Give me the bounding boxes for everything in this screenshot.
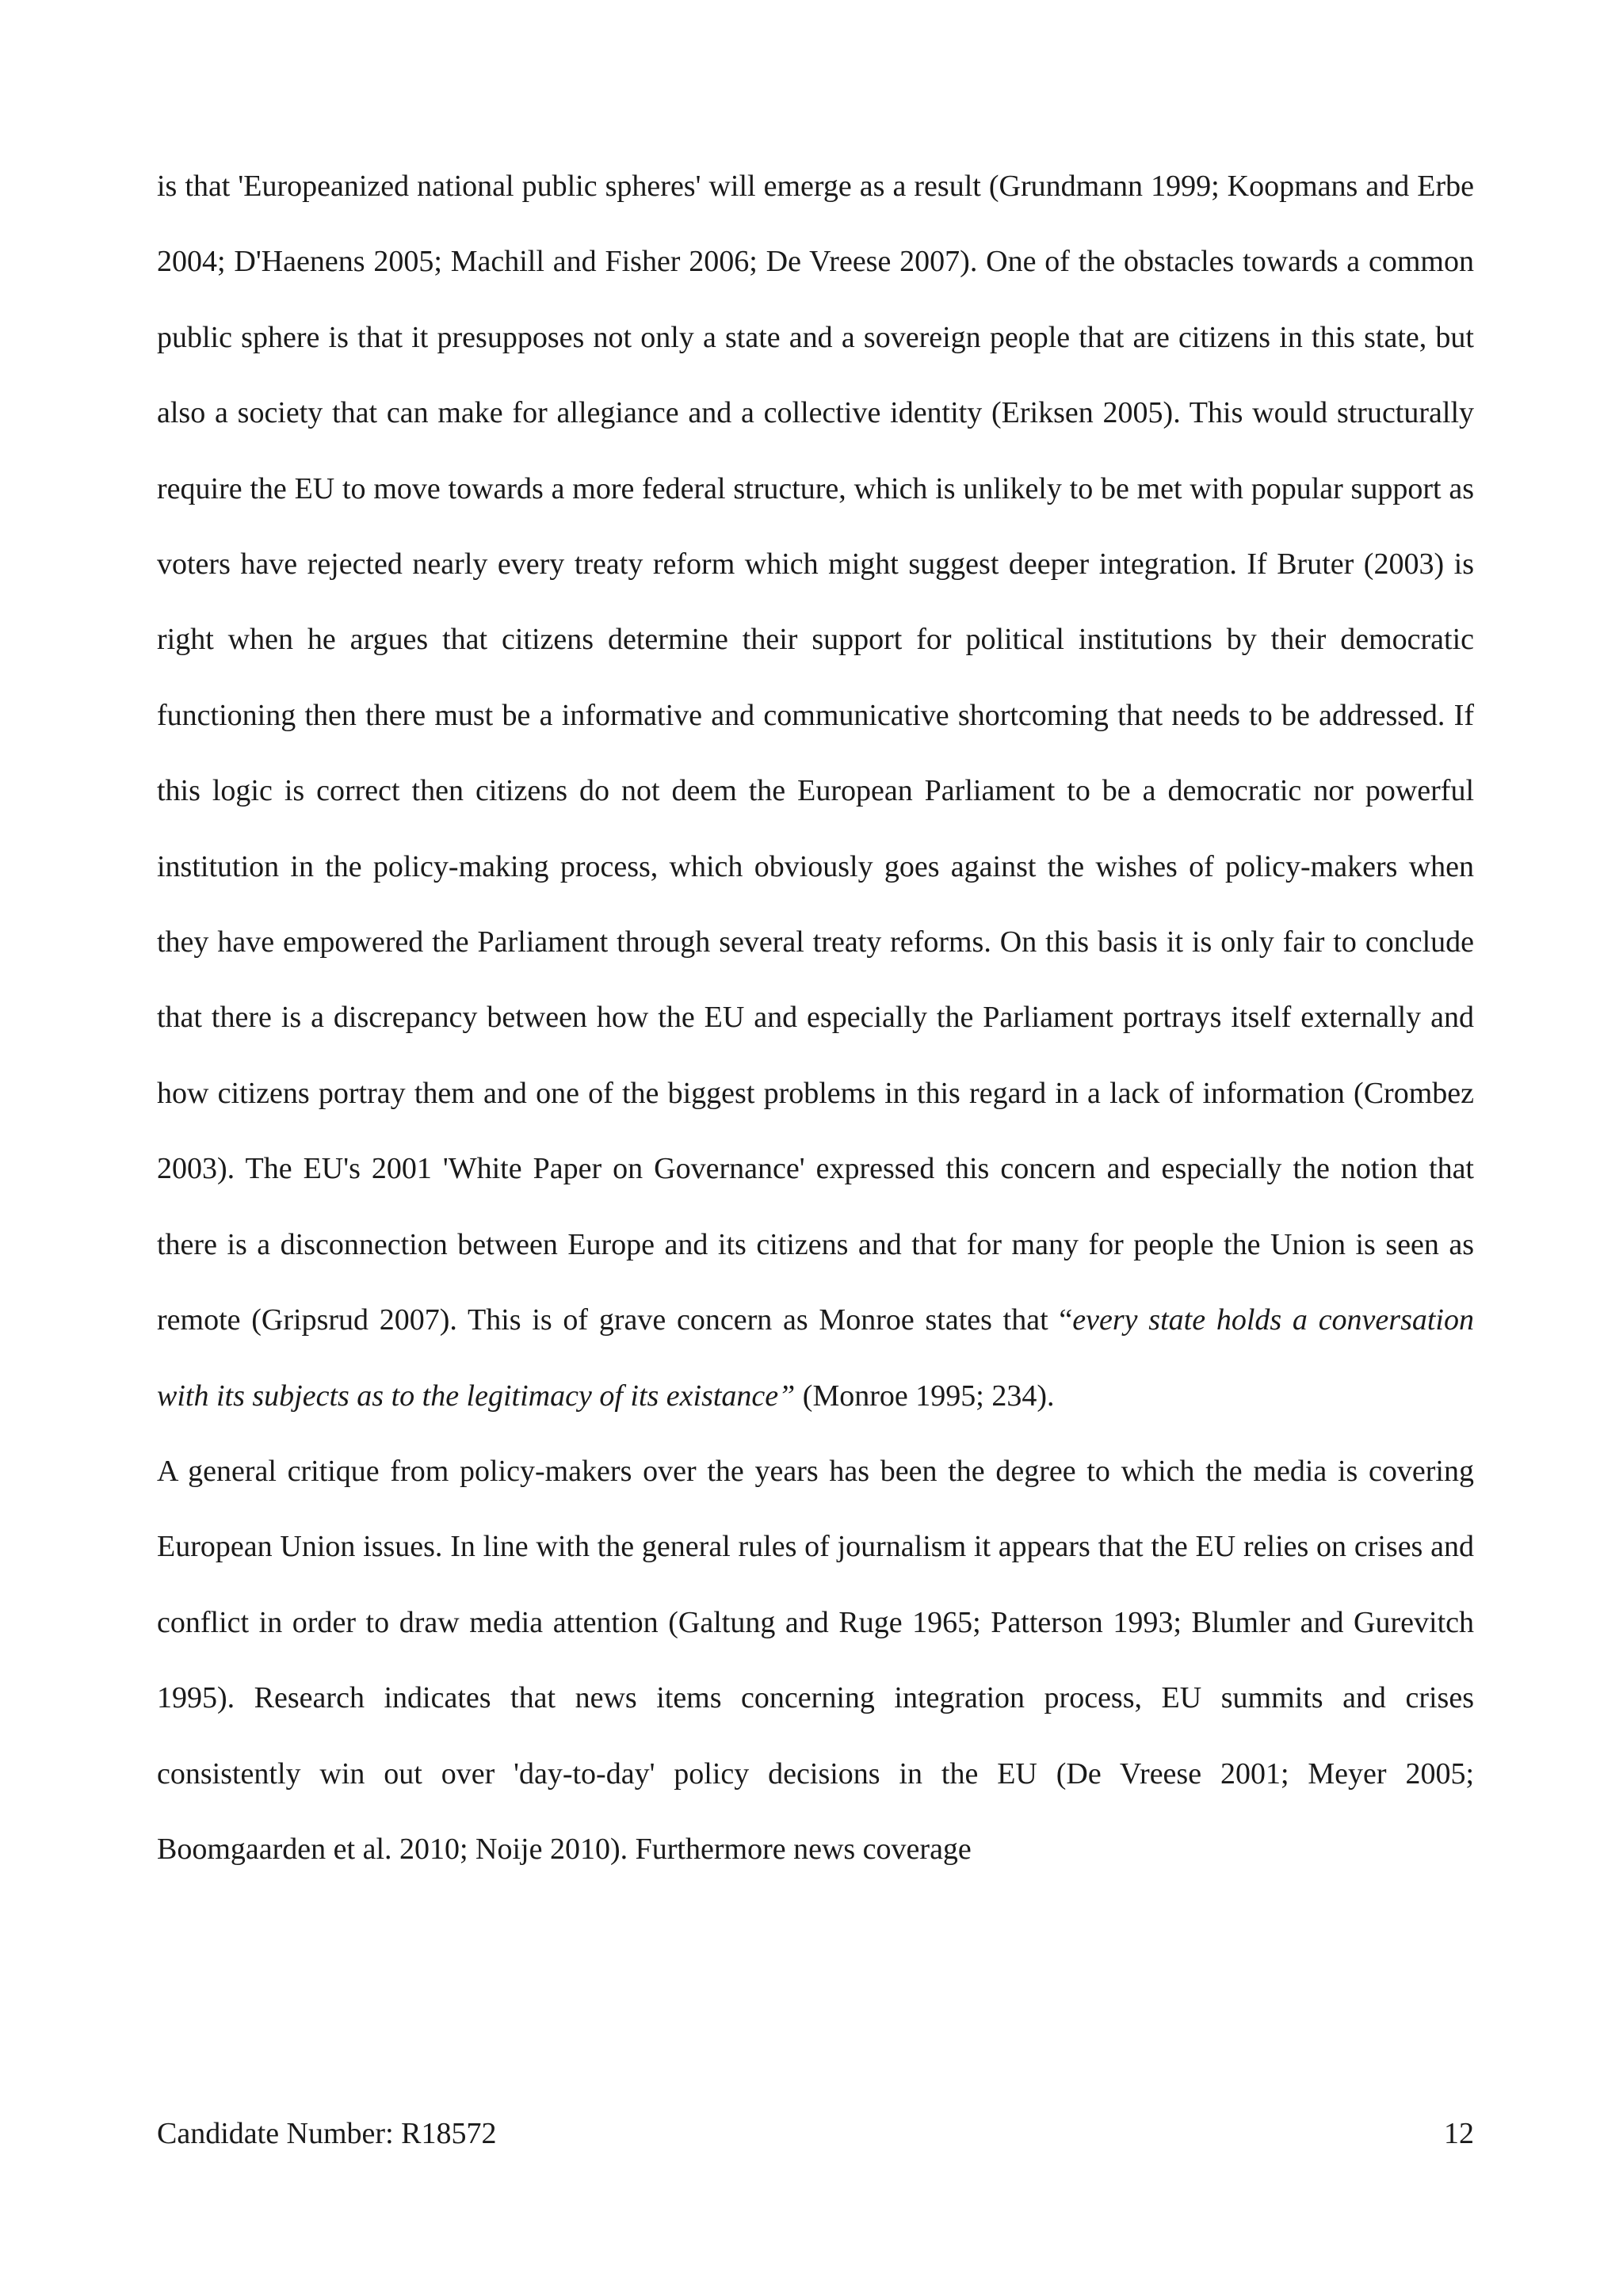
paragraph-1 [157, 149, 1474, 1434]
page-footer [157, 2114, 1474, 2153]
paragraph-1-citation: (Monroe 1995; 234). [795, 1379, 1055, 1413]
paragraph-1-text: is that 'Europeanized national public spheres' will emerge as a result (Grundmann 1999; Koopmans and Erbe 2004; D'Haenens 2005; Machill and Fisher 2006; De Vreese 2007). One of the obstacles towards a common public sphere is that it presupposes not only a state and a sovereign people that are citizens in this state, but also a society that can make for allegiance and a collective identity (Eriksen 2005). This would structurally require the EU to move towards a more federal structure, which is unlikely to be met with popular support as voters have rejected nearly every treaty reform which might suggest deeper integration. If Bruter (2003) is right when he argues that citizens determine their support for political institutions by their democratic functioning then there must be a informative and communicative shortcoming that needs to be addressed. If this logic is correct then citizens do not deem the European Parliament to be a democratic nor powerful institution in the policy-making process, which obviously goes against the wishes of policy-makers when they have empowered the Parliament through several treaty reforms. On this basis it is only fair to conclude that there is a discrepancy between how the EU and especially the Parliament portrays itself externally and how citizens portray them and one of the biggest problems in this regard in a lack of information (Crombez 2003). The EU's 2001 'White Paper on Governance' expressed this concern and especially the notion that there is a disconnection between Europe and its citizens and that for many for people the Union is seen as remote (Gripsrud 2007). This is of grave concern as Monroe states that “ [157, 170, 1474, 1337]
body-text [157, 149, 1474, 1887]
paragraph-2: A general critique from policy-makers over the years has been the degree to which the media is covering European Union issues. In line with the general rules of journalism it appears that the EU relies on crises and conflict in order to draw media attention (Galtung and Ruge 1965; Patterson 1993; Blumler and Gurevitch 1995). Research indicates that news items concerning integration process, EU summits and crises consistently win out over 'day-to-day' policy decisions in the EU (De Vreese 2001; Meyer 2005; Boomgaarden et al. 2010; Noije 2010). Furthermore news coverage [157, 1454, 1474, 1866]
candidate-number: Candidate Number: R18572 [157, 2117, 497, 2150]
page-number: 12 [1444, 2117, 1474, 2150]
monroe-quote: every state holds a conversation with its subjects as to the legitimacy of its existance” [157, 1303, 1474, 1413]
